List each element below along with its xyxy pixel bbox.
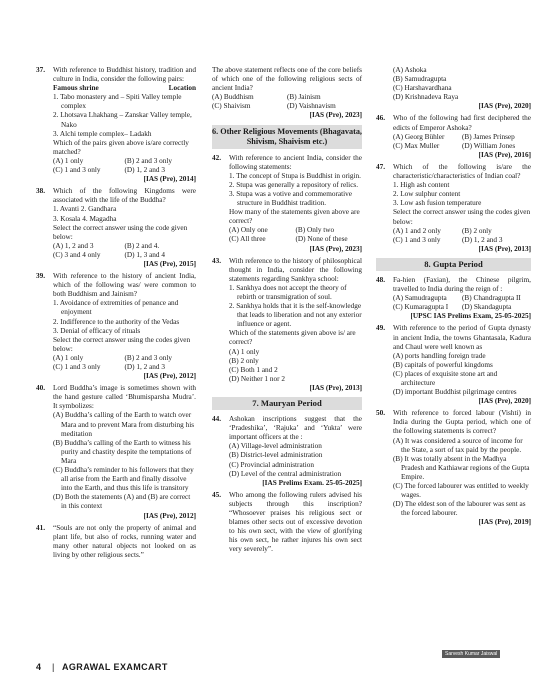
question-43: 43. With reference to the history of philosophical thought in India, consider the following statements regarding Sankhya school: 1. Sankhya does not accept the theory of rebirth or transmigration of soul. 2. Sankhya holds that it is the self-knowledge that leads to liberation and not any exterior influence or agent. Which of the statements given above is/ are correct? (A) 1 only (B) 2 only (C) Both 1 and 2 (D) Neither 1 nor 2 [IAS (Pre), 2013] [212,256,362,392]
options: (A) Georg Bühler (B) James Prinsep (C) Max Muller (D) William Jones [393,132,516,150]
page-footer [36,662,516,676]
question-50: 50. With reference to forced labour (Vishti) in India during the Gupta period, which one of the following statements is correct? (A) It was considered a source of income for the State, a sort of tax paid by the people. (B) It was totally absent in the Madhya Pradesh and Kathiawar regions of the Gupta Empire. (C) The forced labourer was entitled to weekly wages. (D) The eldest son of the labourer was sent as the forced labourer. [IAS (Pre), 2019] [376,409,531,527]
question-48: 48. Fa-hien (Faxian), the Chinese pilgrim, travelled to India during the reign of : (A) Samudragupta (B) Chandragupta II (C) Kumaragupta I (D) Skandagupta [UPSC IAS Prelims Exam, 25-05-2025] [376,275,531,321]
options: (A) 1 and 2 only (B) 2 only (C) 1 and 3 only (D) 1, 2 and 3 [393,226,503,244]
question-text: With reference to Buddhist history, tradition and culture in India, consider the following pairs: [53,66,196,84]
watermark-stamp: Sarvesh Kumar Jaiswal [442,650,500,658]
options: (A) It was considered a source of income for the State, a sort of tax paid by the people. (B) It was totally absent in the Madhya Pradesh and Kathiawar regions of the Gupta Empire. (C) The forced labourer was entitled to weekly wages. (D) The eldest son of the labourer was sent as the forced labourer. [393,436,530,518]
pairs-header: Famous shrine Location [53,84,196,93]
question-stem: Which of the pairs given above is/are correctly matched? [53,138,189,156]
statement-list: 1. Sankhya does not accept the theory of rebirth or transmigration of soul. 2. Sankhya holds that it is the self-knowledge that leads to liberation and not any exterior influence or agent. [229,283,362,329]
section-heading: 6. Other Religious Movements (Bhagavata, Shivism, Shaivism etc.) [212,125,362,149]
question-41-continued: The above statement reflects one of the core beliefs of which one of the following religious sects of ancient India? (A) Buddhism (B) Jainism (C) Shaivism (D) Vaishnavism [IAS (Pre), 2023] [212,66,362,120]
question-45-continued: (A) Ashoka (B) Samudragupta (C) Harshavardhana (D) Krishnadeva Raya [IAS (Pre), 2020] [376,66,531,111]
options: (A) 1 only (B) 2 only (C) Both 1 and 2 (D) Neither 1 nor 2 [229,347,285,383]
question-47: 47. Which of the following is/are the characteristic/characteristics of Indian coal? 1. High ash content 2. Low sulphur content 3. Low ash fusion temperature Select the correct answer using the codes given below: (A) 1 and 2 only (B) 2 only (C) 1 and 3 only (D) 1, 2 and 3 [IAS (Pre), 2013] [376,162,531,253]
options: (A) Village-level administration (B) District-level administration (C) Provincial administration (D) Level of the central administration [229,442,342,478]
statement-list: 1. High ash content 2. Low sulphur content 3. Low ash fusion temperature [393,181,482,208]
statement-list: 1. Avanti 2. Gandhara 3. Kosala 4. Magadha [53,205,117,223]
column-left [36,66,196,563]
column-right [376,66,531,531]
question-38: 38. Which of the following Kingdoms were associated with the life of the Buddha? 1. Avanti 2. Gandhara 3. Kosala 4. Magadha Select the correct answer using the code given below: (A) 1, 2 and 3 (B) 2 and 4. (C) 3 and 4 only (D) 1, 3 and 4 [IAS (Pre), 2015] [36,187,196,268]
question-40: 40. Lord Buddha’s image is sometimes shown with the hand gesture called ‘Bhumisparsha Mudra’. It symbolizes: (A) Buddha’s calling of the Earth to watch over Mara and to prevent Mara from disturbing his meditation (B) Buddha’s calling of the Earth to witness his purity and chastity despite the temptations of Mara (C) Buddha’s reminder to his followers that they all arise from the Earth and finally dissolve into the Earth, and thus this life is transitory (D) Both the statements (A) and (B) are correct in this context [IAS (Pre), 2012] [36,384,196,520]
statement-list: 1. The concept of Stupa is Buddhist in origin. 2. Stupa was generally a repository of relics. 3. Stupa was a votive and commemorative structure in Buddhist tradition. [229,171,361,208]
options: (A) 1 only (B) 2 and 3 only (C) 1 and 3 only (D) 1, 2 and 3 [53,156,173,175]
question-42: 42. With reference to ancient India, consider the following statements: 1. The concept of Stupa is Buddhist in origin. 2. Stupa was generally a repository of relics. 3. Stupa was a votive and commemorative structure in Buddhist tradition. How many of the statements given above are correct? (A) Only one (B) Only two (C) All three (D) None of these [IAS (Pre), 2023] [212,153,362,253]
section-heading: 7. Mauryan Period [212,397,362,410]
question-41: 41. “Souls are not only the property of animal and plant life, but also of rocks, running water and many other natural objects not looked on as living by other religious sects.” [36,523,196,559]
question-37 [36,66,196,184]
options: (A) 1, 2 and 3 (B) 2 and 4. (C) 3 and 4 only (D) 1, 3 and 4 [53,241,165,259]
options: (A) 1 only (B) 2 and 3 only (C) 1 and 3 only (D) 1, 2 and 3 [53,353,173,371]
options: (A) Samudragupta (B) Chandragupta II (C) Kumaragupta I (D) Skandagupta [393,294,521,312]
statement-list: 1. Tabo monastery and – Spiti Valley temple complex 2. Lhotsava Lhakhang – Zanskar Valley temple, Nako 3. Alchi temple complex– Ladakh [53,93,192,138]
question-number: 37. [36,66,46,74]
options: (A) Only one (B) Only two (C) All three (D) None of these [229,226,348,244]
exam-source: [IAS (Pre), 2014] [143,175,196,184]
options: (A) Buddha’s calling of the Earth to watch over Mara and to prevent Mara from disturbing his meditation (B) Buddha’s calling of the Earth to witness his purity and chastity despite the temptations of Mara (C) Buddha’s reminder to his followers that they all arise from the Earth and finally dissolve into the Earth, and thus this life is transitory (D) Both the statements (A) and (B) are correct in this context [53,411,195,511]
question-39: 39. With reference to the history of ancient India, which of the following was/ were common to both Buddhism and Jainism? 1. Avoidance of extremities of penance and enjoyment 2. Indifference to the authority of the Vedas 3. Denial of efficacy of rituals Select the correct answer using the codes given below: (A) 1 only (B) 2 and 3 only (C) 1 and 3 only (D) 1, 2 and 3 [IAS (Pre), 2012] [36,272,196,381]
page-number: 4 [36,662,42,672]
options: (A) Buddhism (B) Jainism (C) Shaivism (D) Vaishnavism [212,93,336,111]
section-heading: 8. Gupta Period [376,258,531,271]
question-44: 44. Ashokan inscriptions suggest that the ‘Pradeshika’, ‘Rajuka’ and ‘Yukta’ were important officers at the : (A) Village-level administration (B) District-level administration (C) Provincial administration (D) Level of the central administration [IAS Prelims Exam. 25-05-2025] [212,415,362,487]
question-49: 49. With reference to the period of Gupta dynasty in ancient India, the towns Ghantasala, Kadura and Chaul were well known as (A) ports handling foreign trade (B) capitals of powerful kingdoms (C) places of exquisite stone art and architecture (D) important Buddhist pilgrimage centres [IAS (Pre), 2020] [376,324,531,406]
question-46: 46. Who of the following had first deciphered the edicts of Emperor Ashoka? (A) Georg Bühler (B) James Prinsep (C) Max Muller (D) William Jones [IAS (Pre), 2016] [376,114,531,159]
options: (A) ports handling foreign trade (B) capitals of powerful kingdoms (C) places of exquisite stone art and architecture (D) important Buddhist pilgrimage centres [393,351,517,397]
options: (A) Ashoka (B) Samudragupta (C) Harshavardhana (D) Krishnadeva Raya [393,66,459,102]
column-middle [212,66,362,558]
footer-separator: | [52,662,55,672]
question-45: 45. Who among the following rulers advised his subjects through this inscription? “Whosoever praises his religious sect or blames other sects out of excessive devotion to his own sect, with the view of glorifying his own sect, he rather injures his own sect very severely”. [212,490,362,554]
publisher-logo: AGRAWAL EXAMCART [62,662,168,672]
statement-list: 1. Avoidance of extremities of penance and enjoyment 2. Indifference to the authority of the Vedas 3. Denial of efficacy of rituals [53,299,180,335]
